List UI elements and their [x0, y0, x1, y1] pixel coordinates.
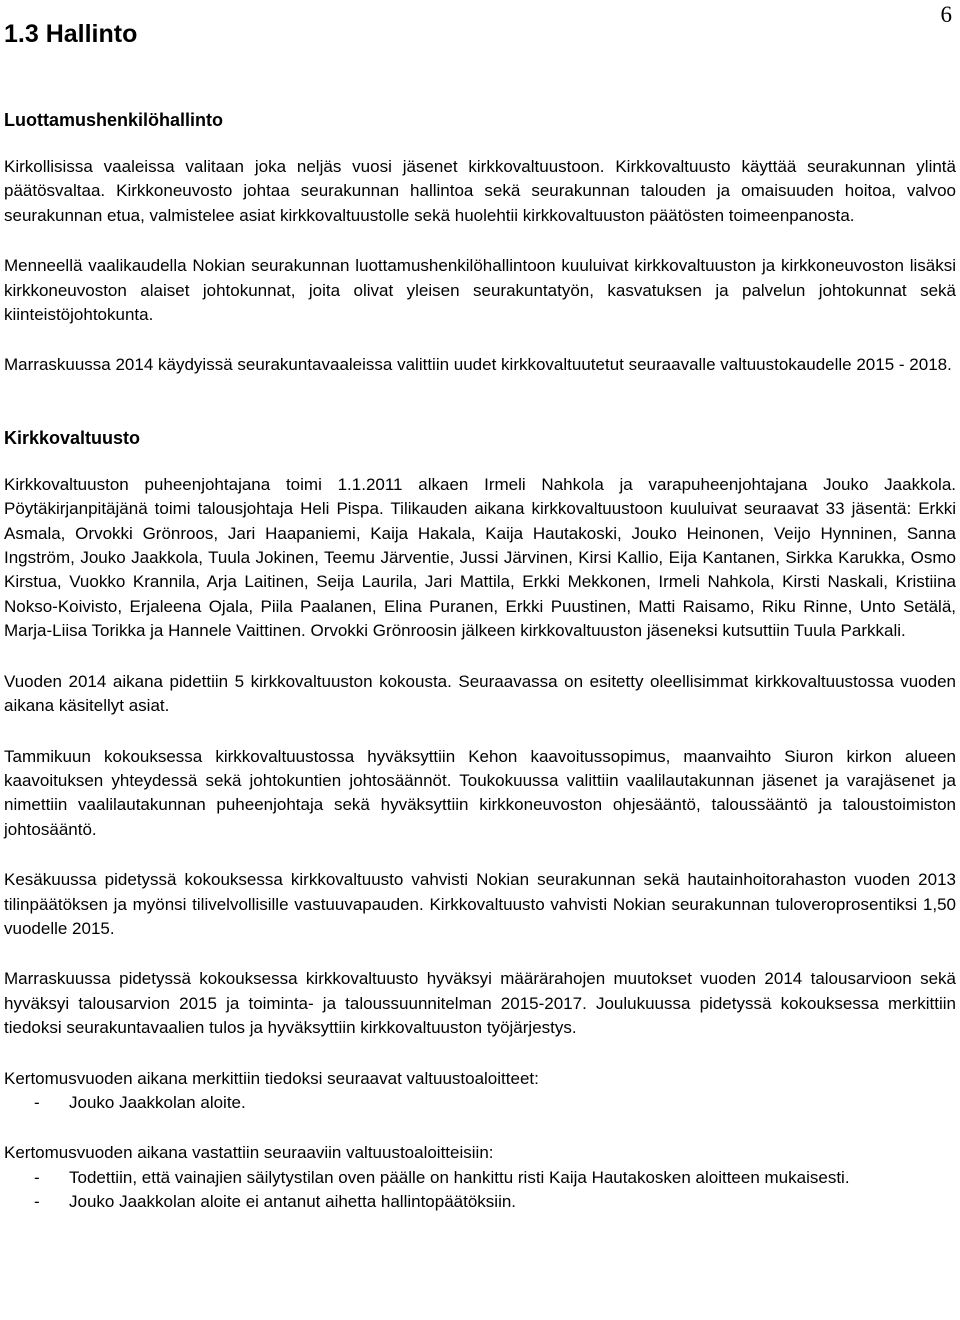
list-intro: Kertomusvuoden aikana merkittiin tiedoksi seuraavat valtuustoaloitteet: [4, 1068, 539, 1088]
paragraph: Kirkkovaltuuston puheenjohtajana toimi 1.1.2011 alkaen Irmeli Nahkola ja varapuheenjohtajana Jouko Jaakkola. Pöytäkirjanpitäjänä toimi talousjohtaja Heli Pispa. Tilikauden aikana kirkkovaltuustoon kuuluivat seuraavat 33 jäsentä: Erkki Asmala, Orvokki Grönroos, Jari Haapaniemi, Kaija Hakala, Kaija Hautakoski, Jouko Heinonen, Veijo Hynninen, Sanna Ingström, Jouko Jaakkola, Tuula Jokinen, Teemu Järventie, Jussi Järvinen, Kirsi Kallio, Eija Kantanen, Sirkka Karukka, Osmo Kirstua, Vuokko Krannila, Arja Laitinen, Seija Laurila, Jari Mattila, Erkki Mekkonen, Irmeli Nahkola, Kirsti Naskali, Kristiina Nokso-Koivisto, Erjaleena Ojala, Piila Paalanen, Elina Puranen, Erkki Puustinen, Matti Raisamo, Riku Rinne, Unto Setälä, Marja-Liisa Torikka ja Hannele Vaittinen. Orvokki Grönroosin jälkeen kirkkovaltuuston jäseneksi kutsuttiin Tuula Parkkali. [4, 474, 956, 641]
spacer [4, 719, 956, 745]
initiatives-noted-list [4, 1091, 956, 1115]
subsection-heading-kirkkovaltuusto: Kirkkovaltuusto [4, 427, 141, 448]
list-intro: Kertomusvuoden aikana vastattiin seuraaviin valtuustoaloitteisiin: [4, 1143, 494, 1163]
paragraph: Vuoden 2014 aikana pidettiin 5 kirkkovaltuuston kokousta. Seuraavassa on esitetty oleellisimmat kirkkovaltuustossa vuoden aikana käsitellyt asiat. [4, 671, 956, 716]
spacer [4, 941, 956, 967]
paragraph: Marraskuussa 2014 käydyissä seurakuntavaaleissa valittiin uudet kirkkovaltuutetut seuraavalle valtuustokaudelle 2015 - 2018. [4, 355, 952, 375]
list-item: - Jouko Jaakkolan aloite. [4, 1091, 956, 1115]
paragraph: Kesäkuussa pidetyssä kokouksessa kirkkovaltuusto vahvisti Nokian seurakunnan sekä hautainhoitorahaston vuoden 2013 tilinpäätöksen ja myönsi tilivelvollisille vastuuvapauden. Kirkkovaltuusto vahvisti Nokian seurakunnan tuloveroprosentiksi 1,50 vuodelle 2015. [4, 870, 956, 938]
spacer [4, 378, 956, 426]
spacer [4, 1115, 956, 1141]
spacer [4, 644, 956, 670]
spacer [4, 450, 956, 473]
paragraph: Tammikuun kokouksessa kirkkovaltuustossa hyväksyttiin Kehon kaavoitussopimus, maanvaihto Siuron kirkon alueen kaavoituksen yhteydessä sekä johtokuntien johtosäännöt. Toukokuussa valittiin vaalilautakunnan jäsenet ja varajäsenet ja nimettiin vaalilautakunnan puheenjohtaja sekä hyväksyttiin kirkkoneuvoston ohjesääntö, taloussääntö ja taloustoimiston johtosääntö. [4, 746, 956, 839]
paragraph: Marraskuussa pidetyssä kokouksessa kirkkovaltuusto hyväksyi määrärahojen muutokset vuoden 2014 talousarvioon sekä hyväksyi talousarvion 2015 ja toiminta- ja taloussuunnitelman 2015-2017. Joulukuussa pidetyssä kokouksessa merkittiin tiedoksi seurakuntavaalien tulos ja hyväksyttiin kirkkovaltuuston työjärjestys. [4, 969, 956, 1038]
paragraph: Menneellä vaalikaudella Nokian seurakunnan luottamushenkilöhallintoon kuuluivat kirkkovaltuuston ja kirkkoneuvoston lisäksi kirkkoneuvoston alaiset johtokunnat, joita olivat yleisen seurakuntatyön, kasvatuksen ja palvelun johtokunnat sekä kiinteistöjohtokunta. [4, 256, 956, 325]
spacer [4, 132, 956, 155]
paragraph: Kirkollisissa vaaleissa valitaan joka neljäs vuosi jäsenet kirkkovaltuustoon. Kirkkovaltuusto käyttää seurakunnan ylintä päätösvaltaa. Kirkkoneuvosto johtaa seurakunnan hallintoa sekä seurakunnan talouden ja omaisuuden hoitoa, valvoo seurakunnan etua, valmistelee asiat kirkkovaltuustolle sekä huolehtii kirkkovaltuuston päätösten toimeenpanosta. [4, 157, 956, 225]
spacer [4, 228, 956, 254]
subsection-heading-luottamushenkilohallinto: Luottamushenkilöhallinto [4, 110, 223, 130]
spacer [4, 842, 956, 868]
page-number: 6 [940, 2, 952, 27]
list-item: - Todettiin, että vainajien säilytystilan oven päälle on hankittu risti Kaija Hautakosken aloitteen mukaisesti. [4, 1166, 956, 1190]
document-content [4, 108, 956, 1215]
initiatives-answered-list [4, 1166, 956, 1215]
list-item: - Jouko Jaakkolan aloite ei antanut aihetta hallintopäätöksiin. [4, 1190, 956, 1214]
spacer [4, 1041, 956, 1067]
section-title: 1.3 Hallinto [4, 20, 138, 48]
spacer [4, 327, 956, 353]
